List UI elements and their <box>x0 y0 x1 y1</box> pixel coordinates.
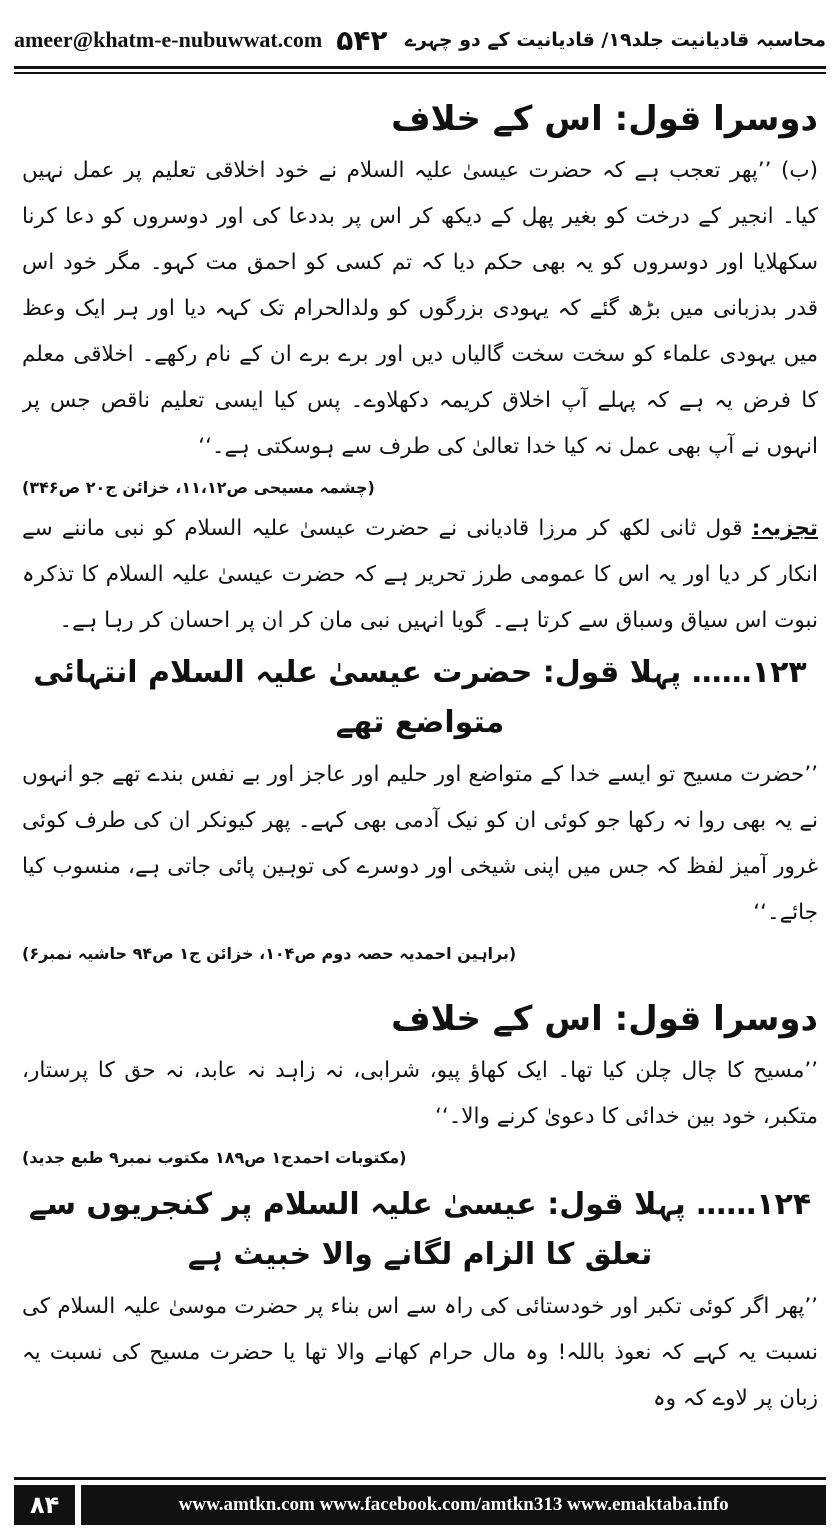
citation: (براہین احمدیہ حصہ دوم ص۱۰۴، خزائن ج۱ ص۹۴ حاشیہ نمبر۶) <box>22 944 517 963</box>
header-rule-thin <box>14 72 826 74</box>
body-paragraph: ’’مسیح کا چال چلن کیا تھا۔ ایک کھاؤ پیو، شرابی، نہ زاہد نہ عابد، نہ حق کا پرستار، متکبر، خود بین خدائی کا دعویٰ کرنے والا۔‘‘ <box>22 1058 818 1129</box>
page-header <box>14 14 826 66</box>
body-paragraph: ’’حضرت مسیح تو ایسے خدا کے متواضع اور حلیم اور عاجز اور بے نفس بندے تھے جو انہوں نے یہ بھی روا نہ رکھا جو کوئی ان کو نیک آدمی بھی کہے۔ پھر کیونکر ان کی طرف کوئی غرور آمیز لفظ کہ جس میں اپنی شیخی اور دوسرے کی توہین پائی جاتی ہے، منسوب کیا جائے۔‘‘ <box>22 762 818 925</box>
body-paragraph: ’’پھر اگر کوئی تکبر اور خودستائی کی راہ سے اس بناء پر حضرت موسیٰ علیہ السلام کی نسبت یہ کہے کہ نعوذ باللہ! وہ مال حرام کھانے والا تھا یا حضرت مسیح کی نسبت یہ زبان پر لاوے کہ وہ <box>22 1294 818 1411</box>
footer-links[interactable]: www.amtkn.com www.facebook.com/amtkn313 www.emaktaba.info <box>81 1485 826 1525</box>
footer-page-number: ۸۴ <box>14 1485 75 1525</box>
analysis-text: قول ثانی لکھ کر مرزا قادیانی نے حضرت عیسیٰ علیہ السلام کو نبی ماننے سے انکار کر دیا اور یہ اس کا عمومی طرز تحریر ہے کہ حضرت عیسیٰ علیہ السلام کا تذکرہ نبوت اس سیاق وسباق سے کرتا ہے۔ گویا انہیں نبی مان کر ان پر احسان کر رہا ہے۔ <box>22 516 818 633</box>
header-left <box>14 24 388 57</box>
page-content <box>22 90 818 1470</box>
page-footer <box>14 1477 826 1526</box>
analysis-paragraph <box>22 506 818 644</box>
header-book-title: محاسبہ قادیانیت جلد۱۹/ قادیانیت کے دو چہرے <box>404 29 826 51</box>
section-heading: ۱۲۳…… پہلا قول: حضرت عیسیٰ علیہ السلام انتہائی متواضع تھے <box>33 655 807 740</box>
citation: (چشمہ مسیحی ص۱۱،۱۲، خزائن ج۲۰ ص۳۴۶) <box>22 478 375 497</box>
header-email[interactable]: ameer@khatm-e-nubuwwat.com <box>14 27 323 52</box>
section-heading: دوسرا قول: اس کے خلاف <box>391 99 818 139</box>
citation: (مکتوبات احمدج۱ ص۱۸۹ مکتوب نمبر۹ طبع جدید) <box>22 1148 407 1167</box>
header-rule-thick <box>14 66 826 69</box>
section-heading: ۱۲۴…… پہلا قول: عیسیٰ علیہ السلام پر کنجریوں سے تعلق کا الزام لگانے والا خبیث ہے <box>28 1187 812 1272</box>
section-gap <box>22 972 818 990</box>
analysis-label: تجزیہ: <box>751 516 818 541</box>
section-heading: دوسرا قول: اس کے خلاف <box>391 999 818 1039</box>
body-paragraph: (ب) ’’پھر تعجب ہے کہ حضرت عیسیٰ علیہ السلام نے خود اخلاقی تعلیم پر عمل نہیں کیا۔ انجیر کے درخت کو بغیر پھل کے دیکھ کر اس پر بددعا کی اور دوسروں کو دعا کرنا سکھلایا اور دوسروں کو یہ بھی حکم دیا کہ تم کسی کو احمق مت کہو۔ مگر خود اس قدر بدزبانی میں بڑھ گئے کہ یہودی بزرگوں کو ولدالحرام تک کہہ دیا اور ہر ایک وعظ میں یہودی علماء کو سخت سخت گالیاں دیں اور برے برے ان کے نام رکھے۔ اخلاقی معلم کا فرض یہ ہے کہ پہلے آپ اخلاق کریمہ دکھلاوے۔ پس کیا ایسی تعلیم ناقص جس پر انہوں نے آپ بھی عمل نہ کیا خدا تعالیٰ کی طرف سے ہوسکتی ہے۔‘‘ <box>22 158 818 459</box>
header-page-number: ۵۴۲ <box>336 23 388 57</box>
